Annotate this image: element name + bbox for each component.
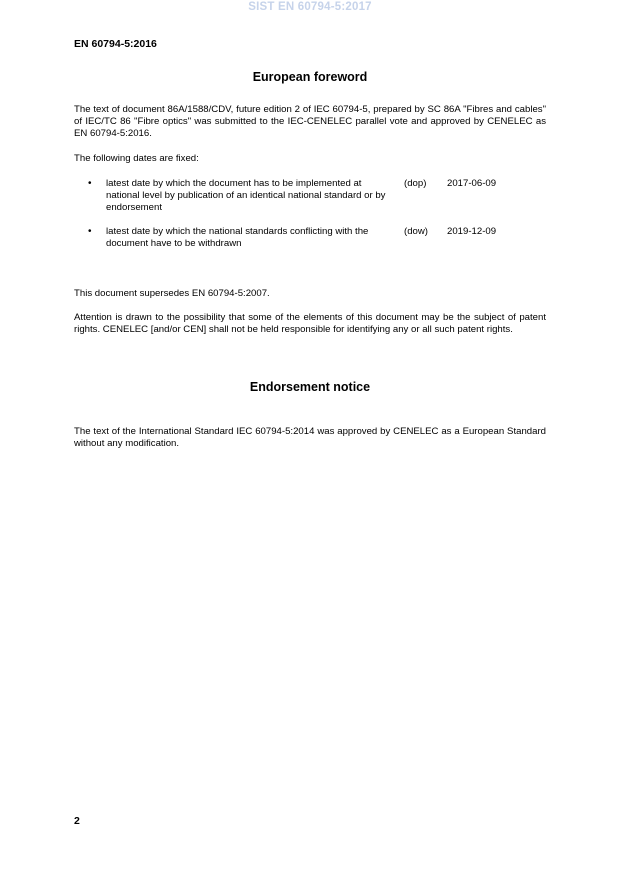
dates-intro-paragraph: The following dates are fixed: (74, 153, 199, 164)
date-value: 2017-06-09 (447, 178, 497, 189)
date-description: latest date by which the national standards conflicting with the document have to be withdrawn (106, 226, 369, 249)
date-list-item-dop (74, 178, 546, 218)
foreword-title: European foreword (252, 70, 368, 84)
date-description: latest date by which the document has to be implemented at national level by publication of an identical national standard or by endorsement (106, 178, 386, 213)
foreword-intro-paragraph: The text of document 86A/1588/CDV, future edition 2 of IEC 60794-5, prepared by SC 86A "Fibres and cables" of IEC/TC 86 "Fibre optics" was submitted to the IEC-CENELEC parallel vote and approved by CENELEC as EN 60794-5:2016. (74, 104, 546, 139)
bullet-icon: • (88, 226, 92, 237)
date-value: 2019-12-09 (447, 226, 497, 237)
patent-attention-paragraph: Attention is drawn to the possibility that some of the elements of this document may be the subject of patent rights. CENELEC [and/or CEN] shall not be held responsible for identifying any or all such patent rights. (74, 312, 546, 335)
endorsement-title: Endorsement notice (249, 380, 371, 394)
supersedes-paragraph: This document supersedes EN 60794-5:2007. (74, 288, 270, 299)
date-abbreviation: (dop) (404, 178, 427, 189)
document-identifier: EN 60794-5:2016 (74, 38, 157, 50)
page-number: 2 (74, 815, 80, 827)
endorsement-paragraph: The text of the International Standard IEC 60794-5:2014 was approved by CENELEC as a European Standard without any modification. (74, 426, 546, 449)
date-list-item-dow (74, 226, 546, 266)
watermark: SIST EN 60794-5:2017 (248, 1, 372, 13)
date-abbreviation: (dow) (404, 226, 428, 237)
bullet-icon: • (88, 178, 92, 189)
